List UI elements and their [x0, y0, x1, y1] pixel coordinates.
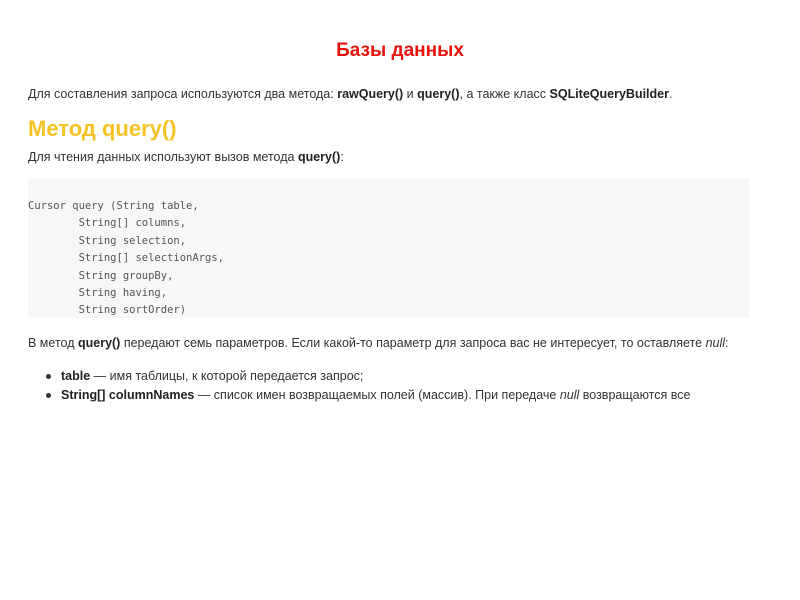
parameters-paragraph	[28, 334, 743, 353]
code-line: String sortOrder)	[28, 304, 187, 317]
desc-text: :	[340, 150, 344, 164]
section-heading: Метод query()	[28, 116, 177, 141]
section-description	[28, 147, 758, 167]
intro-text: и	[403, 87, 418, 101]
bullet-icon	[46, 374, 51, 379]
code-line: String selection,	[28, 234, 187, 247]
params-text: :	[725, 336, 729, 350]
list-item	[61, 386, 758, 405]
intro-text: , а также класс	[459, 87, 550, 101]
params-text: передают семь параметров. Если какой-то параметр для запроса вас не интересует, то оставляете	[120, 336, 706, 350]
param-description: — список имен возвращаемых полей (массив). При передаче	[194, 388, 560, 402]
class-sqlitequerybuilder: SQLiteQueryBuilder	[549, 87, 669, 101]
params-method: query()	[77, 336, 121, 350]
code-block	[28, 178, 749, 318]
code-line: String[] selectionArgs,	[28, 252, 224, 265]
desc-text: Для чтения данных используют вызов метода	[28, 150, 298, 164]
param-null: null	[559, 388, 580, 402]
intro-text: Для составления запроса используются два метода:	[28, 87, 338, 101]
intro-text: .	[669, 87, 673, 101]
list-item	[61, 367, 758, 386]
method-rawquery: rawQuery()	[337, 87, 404, 101]
intro-paragraph	[28, 84, 758, 104]
code-line: String groupBy,	[28, 269, 174, 282]
method-query: query()	[417, 87, 460, 101]
parameter-list	[28, 367, 758, 405]
code-line: Cursor query (String table,	[28, 200, 199, 212]
param-description: — имя таблицы, к которой передается запрос;	[90, 369, 364, 383]
desc-method: query()	[297, 150, 341, 164]
param-description: возвращаются все	[579, 388, 691, 402]
code-line: String[] columns,	[28, 217, 187, 230]
param-name: table	[61, 369, 91, 383]
params-text: В метод	[28, 336, 78, 350]
article-content	[28, 84, 758, 405]
bullet-icon	[46, 393, 51, 398]
param-name: String[] columnNames	[61, 388, 195, 402]
code-line: String having,	[28, 287, 168, 300]
params-null: null	[705, 336, 726, 350]
slide-title: Базы данных	[336, 40, 464, 61]
